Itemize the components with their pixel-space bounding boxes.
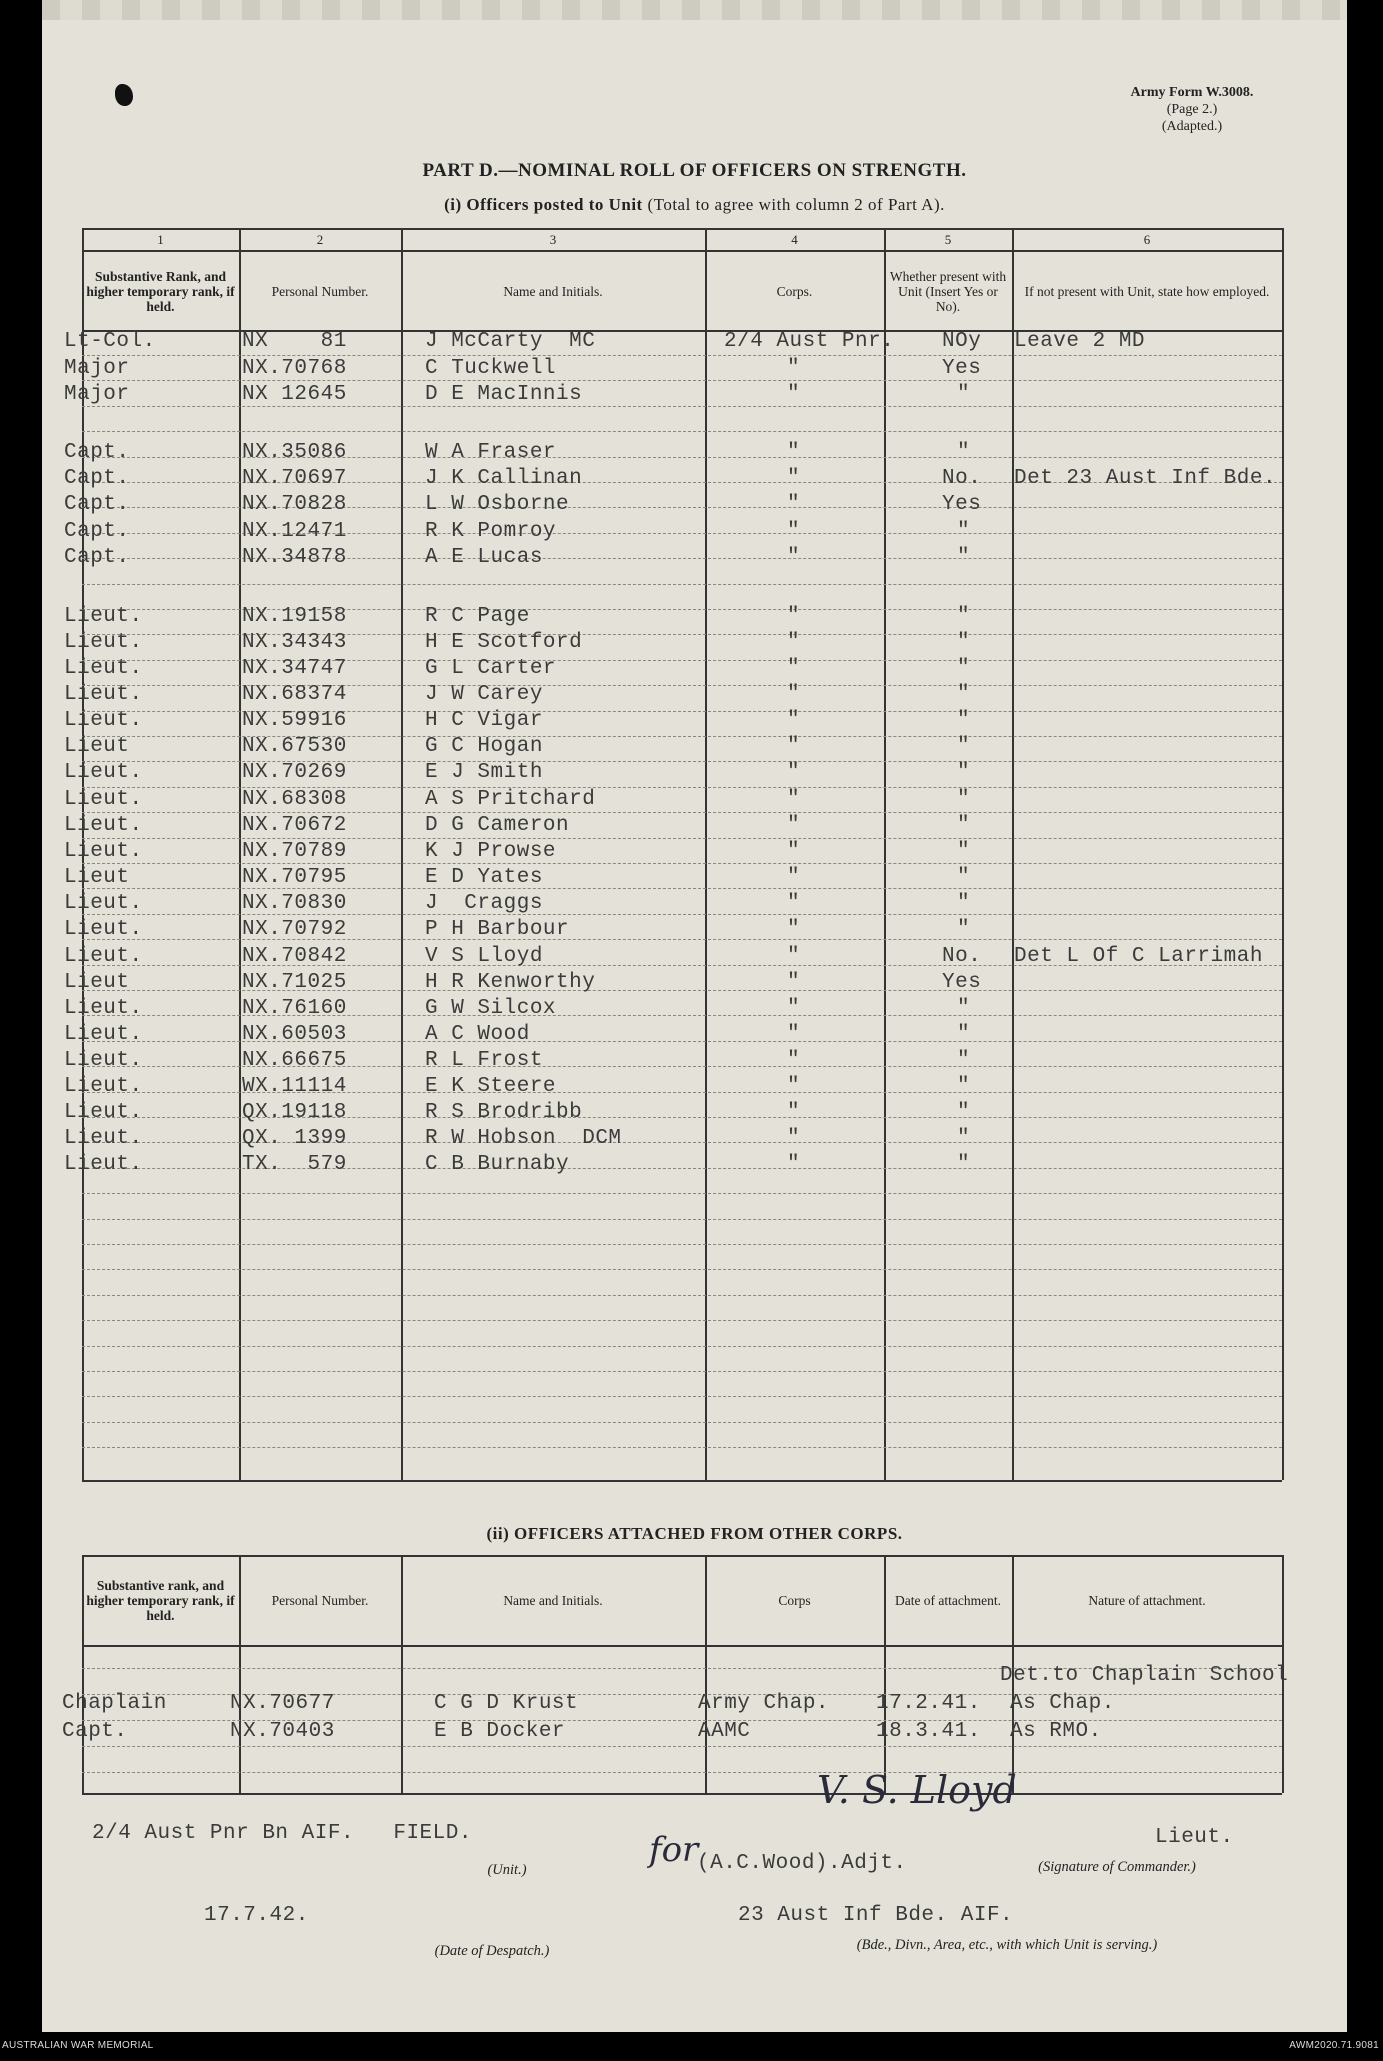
- row-rank: Major: [64, 357, 130, 380]
- row-present: Yes: [942, 357, 982, 380]
- row-rank: Capt.: [64, 520, 130, 543]
- column-number: 1: [157, 232, 164, 247]
- row-corps: ": [787, 467, 801, 490]
- row-number: NX.70828: [242, 493, 347, 516]
- ruled-line: [82, 1320, 1282, 1321]
- row-name: H C Vigar: [425, 709, 543, 732]
- row-number: TX. 579: [242, 1153, 347, 1176]
- form-page: [42, 0, 1347, 2032]
- row-name: R C Page: [425, 605, 530, 628]
- row-employed: Leave 2 MD: [1014, 330, 1146, 353]
- row-number: NX.70672: [242, 814, 347, 837]
- row-number: NX.34878: [242, 546, 347, 569]
- row-rank: Lieut.: [64, 709, 143, 732]
- column-header: Date of attachment.: [894, 1592, 1002, 1608]
- attached-row-number: NX.70403: [230, 1720, 335, 1743]
- row-corps: ": [787, 1153, 801, 1176]
- despatch-date-value: 17.7.42.: [204, 1904, 309, 1927]
- row-rank: Lieut.: [64, 657, 143, 680]
- row-present: ": [957, 631, 971, 654]
- row-rank: Capt.: [64, 441, 130, 464]
- row-present: ": [957, 761, 971, 784]
- row-corps: ": [787, 383, 801, 406]
- row-rank: Lieut.: [64, 945, 143, 968]
- ruled-line: [82, 1396, 1282, 1397]
- row-number: NX.70697: [242, 467, 347, 490]
- ruled-line: [82, 1772, 1282, 1773]
- ruled-line: [82, 1746, 1282, 1747]
- row-name: H E Scotford: [425, 631, 583, 654]
- row-corps: ": [787, 840, 801, 863]
- column-rule: [1012, 228, 1014, 1480]
- column-rule: [884, 1555, 886, 1793]
- row-rank: Lieut.: [64, 918, 143, 941]
- row-rank: Lieut.: [64, 1101, 143, 1124]
- row-number: NX.70789: [242, 840, 347, 863]
- row-number: NX.35086: [242, 441, 347, 464]
- ruled-line: [82, 1219, 1282, 1220]
- row-rank: Lieut: [64, 866, 130, 889]
- row-rank: Lieut: [64, 971, 130, 994]
- subtitle-rest: (Total to agree with column 2 of Part A).: [642, 195, 945, 214]
- form-ref-line3: (Adapted.): [1161, 119, 1223, 134]
- ruled-line: [82, 1269, 1282, 1270]
- row-corps: ": [787, 657, 801, 680]
- row-corps: ": [787, 357, 801, 380]
- adjt-value: (A.C.Wood).Adjt.: [697, 1852, 907, 1875]
- row-rank: Lieut.: [64, 1153, 143, 1176]
- column-number: 3: [549, 232, 557, 247]
- ruled-line: [82, 431, 1282, 432]
- ruled-line: [82, 1295, 1282, 1296]
- row-corps: ": [787, 1075, 801, 1098]
- for-handwriting: for: [649, 1830, 699, 1870]
- row-rank: Lieut.: [64, 814, 143, 837]
- row-present: Yes: [942, 971, 982, 994]
- form-ref-line1: Army Form W.3008.: [1130, 85, 1254, 100]
- footer-credit: AUSTRALIAN WAR MEMORIAL: [2, 2040, 154, 2051]
- ruled-line: [82, 355, 1282, 356]
- ruled-line: [82, 1193, 1282, 1194]
- row-corps: ": [787, 814, 801, 837]
- column-header: Nature of attachment.: [1088, 1592, 1206, 1608]
- attached-row-date: 18.3.41.: [876, 1720, 981, 1743]
- attached-row-nature: As Chap.: [1010, 1692, 1115, 1715]
- serving-value: 23 Aust Inf Bde. AIF.: [738, 1904, 1014, 1927]
- row-number: NX 81: [242, 330, 347, 353]
- row-present: ": [957, 520, 971, 543]
- row-corps: ": [787, 945, 801, 968]
- signature-label: (Signature of Commander.): [1038, 1859, 1196, 1875]
- row-present: NOy: [942, 330, 982, 353]
- form-ref-line2: (Page 2.): [1166, 102, 1218, 117]
- attached-row-number: NX.70677: [230, 1692, 335, 1715]
- row-present: ": [957, 735, 971, 758]
- row-name: G L Carter: [425, 657, 557, 680]
- row-number: QX.19118: [242, 1101, 347, 1124]
- row-present: ": [957, 657, 971, 680]
- row-number: NX.66675: [242, 1049, 347, 1072]
- form-reference: [1092, 84, 1292, 135]
- unit-label: (Unit.): [487, 1862, 527, 1878]
- column-rule: [1282, 228, 1284, 1480]
- rank-value: Lieut.: [1155, 1826, 1234, 1849]
- row-present: No.: [942, 467, 982, 490]
- row-number: NX.19158: [242, 605, 347, 628]
- row-rank: Lieut.: [64, 1127, 143, 1150]
- row-present: ": [957, 683, 971, 706]
- column-rule: [401, 228, 403, 1480]
- attached-row-rank: Chaplain: [62, 1692, 167, 1715]
- row-name: C B Burnaby: [425, 1153, 570, 1176]
- row-corps: ": [787, 971, 801, 994]
- row-corps: ": [787, 1023, 801, 1046]
- row-present: ": [957, 840, 971, 863]
- despatch-date-label: (Date of Despatch.): [434, 1943, 550, 1959]
- page-subtitle: [42, 195, 1347, 215]
- section2-title: (ii) OFFICERS ATTACHED FROM OTHER CORPS.: [486, 1524, 903, 1543]
- row-rank: Capt.: [64, 493, 130, 516]
- row-present: ": [957, 997, 971, 1020]
- ruled-line: [82, 584, 1282, 585]
- row-number: NX.70830: [242, 892, 347, 915]
- row-rank: Lieut.: [64, 1023, 143, 1046]
- row-number: NX.60503: [242, 1023, 347, 1046]
- row-rank: Capt.: [64, 467, 130, 490]
- row-present: ": [957, 814, 971, 837]
- row-name: R S Brodribb: [425, 1101, 583, 1124]
- punch-hole: [115, 84, 133, 106]
- row-name: E K Steere: [425, 1075, 557, 1098]
- row-present: ": [957, 866, 971, 889]
- row-corps: ": [787, 866, 801, 889]
- row-name: J W Carey: [425, 683, 543, 706]
- table-border: [82, 228, 1282, 230]
- row-number: NX.70768: [242, 357, 347, 380]
- column-header: Personal Number.: [271, 1592, 369, 1608]
- table-border: [82, 1793, 1282, 1795]
- column-rule: [884, 228, 886, 1480]
- footer-accession: AWM2020.71.9081: [1289, 2040, 1379, 2051]
- row-rank: Lieut.: [64, 892, 143, 915]
- attached-row-nature-top: Det.to Chaplain School: [1000, 1664, 1289, 1687]
- row-rank: Major: [64, 383, 130, 406]
- row-corps: ": [787, 761, 801, 784]
- row-name: R K Pomroy: [425, 520, 557, 543]
- row-rank: Lieut: [64, 735, 130, 758]
- attached-row-name: C G D Krust: [434, 1692, 579, 1715]
- row-present: ": [957, 1153, 971, 1176]
- row-corps: ": [787, 1049, 801, 1072]
- row-number: NX.76160: [242, 997, 347, 1020]
- row-number: NX.34343: [242, 631, 347, 654]
- attached-row-rank: Capt.: [62, 1720, 128, 1743]
- row-name: E J Smith: [425, 761, 543, 784]
- row-name: D G Cameron: [425, 814, 570, 837]
- attached-row-nature: As RMO.: [1010, 1720, 1102, 1743]
- row-rank: Lieut.: [64, 997, 143, 1020]
- row-name: R L Frost: [425, 1049, 543, 1072]
- top-edge-strip: [42, 0, 1347, 20]
- row-present: ": [957, 605, 971, 628]
- ruled-line: [82, 1346, 1282, 1347]
- column-rule: [705, 1555, 707, 1793]
- row-corps: ": [787, 788, 801, 811]
- row-corps: ": [787, 1127, 801, 1150]
- row-present: ": [957, 383, 971, 406]
- row-rank: Capt.: [64, 546, 130, 569]
- row-number: NX.70842: [242, 945, 347, 968]
- column-header: Corps: [778, 1592, 811, 1608]
- column-number: 5: [944, 232, 952, 247]
- row-name: K J Prowse: [425, 840, 557, 863]
- serving-label: (Bde., Divn., Area, etc., with which Unit is serving.): [856, 1937, 1158, 1953]
- row-number: NX.70795: [242, 866, 347, 889]
- row-present: ": [957, 709, 971, 732]
- row-name: A S Pritchard: [425, 788, 596, 811]
- row-present: ": [957, 1127, 971, 1150]
- column-rule: [239, 228, 241, 1480]
- row-employed: Det L Of C Larrimah: [1014, 945, 1263, 968]
- row-present: Yes: [942, 493, 982, 516]
- row-corps: ": [787, 493, 801, 516]
- row-present: ": [957, 892, 971, 915]
- subtitle-bold: (i) Officers posted to Unit: [444, 195, 643, 214]
- row-corps: ": [787, 735, 801, 758]
- column-header: Personal Number.: [271, 283, 369, 299]
- column-number: 2: [316, 232, 324, 247]
- column-header: Name and Initials.: [503, 283, 603, 299]
- row-name: R W Hobson DCM: [425, 1127, 622, 1150]
- ruled-line: [82, 1422, 1282, 1423]
- row-present: ": [957, 788, 971, 811]
- row-number: NX.12471: [242, 520, 347, 543]
- commander-signature: V. S. Lloyd: [817, 1768, 1017, 1812]
- row-name: P H Barbour: [425, 918, 570, 941]
- row-rank: Lieut.: [64, 788, 143, 811]
- row-name: L W Osborne: [425, 493, 570, 516]
- row-number: QX. 1399: [242, 1127, 347, 1150]
- attached-row-corps: Army Chap.: [698, 1692, 830, 1715]
- row-rank: Lieut.: [64, 761, 143, 784]
- column-header: If not present with Unit, state how employed.: [1024, 283, 1270, 299]
- row-corps: ": [787, 605, 801, 628]
- column-rule: [705, 228, 707, 1480]
- ruled-line: [82, 1447, 1282, 1448]
- row-rank: Lt-Col.: [64, 330, 156, 353]
- row-number: NX.34747: [242, 657, 347, 680]
- column-number: 6: [1143, 232, 1151, 247]
- table-border: [82, 250, 1282, 252]
- ruled-line: [82, 380, 1282, 381]
- column-rule: [401, 1555, 403, 1793]
- row-number: WX.11114: [242, 1075, 347, 1098]
- row-name: W A Fraser: [425, 441, 557, 464]
- row-name: H R Kenworthy: [425, 971, 596, 994]
- row-name: J Craggs: [425, 892, 543, 915]
- ruled-line: [82, 838, 1282, 839]
- page-title: PART D.—NOMINAL ROLL OF OFFICERS ON STRENGTH.: [422, 160, 967, 181]
- row-name: J K Callinan: [425, 467, 583, 490]
- row-corps: ": [787, 631, 801, 654]
- column-header: Name and Initials.: [503, 1592, 603, 1608]
- row-corps: 2/4 Aust Pnr.: [724, 330, 895, 353]
- table-border: [82, 1555, 1282, 1557]
- row-employed: Det 23 Aust Inf Bde.: [1014, 467, 1277, 490]
- row-rank: Lieut.: [64, 1075, 143, 1098]
- row-rank: Lieut.: [64, 605, 143, 628]
- row-present: ": [957, 1075, 971, 1098]
- column-header: Corps.: [776, 283, 813, 299]
- row-present: ": [957, 1049, 971, 1072]
- row-name: D E MacInnis: [425, 383, 583, 406]
- row-name: A C Wood: [425, 1023, 530, 1046]
- column-header: Whether present with Unit (Insert Yes or No).: [889, 268, 1007, 314]
- attached-row-corps: AAMC: [698, 1720, 751, 1743]
- row-present: ": [957, 546, 971, 569]
- row-present: ": [957, 441, 971, 464]
- row-number: NX.70792: [242, 918, 347, 941]
- row-present: ": [957, 918, 971, 941]
- row-corps: ": [787, 1101, 801, 1124]
- attached-row-name: E B Docker: [434, 1720, 566, 1743]
- row-number: NX.67530: [242, 735, 347, 758]
- column-header: Substantive Rank, and higher temporary rank, if held.: [86, 268, 235, 314]
- row-rank: Lieut.: [64, 683, 143, 706]
- row-name: V S Lloyd: [425, 945, 543, 968]
- table-border: [82, 1645, 1282, 1647]
- row-name: J McCarty MC: [425, 330, 596, 353]
- row-name: A E Lucas: [425, 546, 543, 569]
- row-number: NX.71025: [242, 971, 347, 994]
- row-number: NX 12645: [242, 383, 347, 406]
- row-rank: Lieut.: [64, 1049, 143, 1072]
- row-present: No.: [942, 945, 982, 968]
- row-corps: ": [787, 441, 801, 464]
- row-number: NX.68374: [242, 683, 347, 706]
- row-rank: Lieut.: [64, 631, 143, 654]
- row-name: G C Hogan: [425, 735, 543, 758]
- row-present: ": [957, 1023, 971, 1046]
- row-corps: ": [787, 918, 801, 941]
- column-number: 4: [791, 232, 798, 247]
- row-number: NX.68308: [242, 788, 347, 811]
- row-corps: ": [787, 997, 801, 1020]
- row-number: NX.70269: [242, 761, 347, 784]
- row-corps: ": [787, 683, 801, 706]
- row-name: E D Yates: [425, 866, 543, 889]
- row-name: G W Silcox: [425, 997, 557, 1020]
- ruled-line: [82, 1244, 1282, 1245]
- row-corps: ": [787, 709, 801, 732]
- row-corps: ": [787, 546, 801, 569]
- row-rank: Lieut.: [64, 840, 143, 863]
- attached-row-date: 17.2.41.: [876, 1692, 981, 1715]
- row-number: NX.59916: [242, 709, 347, 732]
- row-present: ": [957, 1101, 971, 1124]
- row-name: C Tuckwell: [425, 357, 557, 380]
- ruled-line: [82, 863, 1282, 864]
- column-rule: [239, 1555, 241, 1793]
- column-rule: [82, 1555, 84, 1793]
- column-header: Substantive rank, and higher temporary rank, if held.: [86, 1577, 235, 1623]
- row-corps: ": [787, 520, 801, 543]
- unit-value: 2/4 Aust Pnr Bn AIF. FIELD.: [92, 1822, 472, 1845]
- ruled-line: [82, 1371, 1282, 1372]
- table-border: [82, 1480, 1282, 1482]
- row-corps: ": [787, 892, 801, 915]
